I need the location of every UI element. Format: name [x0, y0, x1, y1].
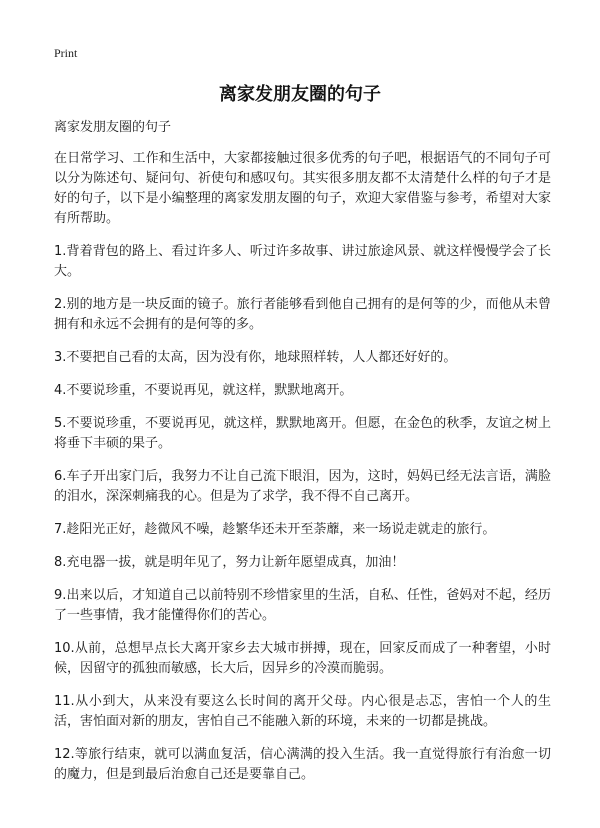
intro-paragraph: 在日常学习、工作和生活中，大家都接触过很多优秀的句子吧，根据语气的不同句子可以分为陈述句、疑问句、祈使句和感叹句。其实很多朋友都不太清楚什么样的句子才是好的句子，以下是小编整理的离家发朋友圈的句子，欢迎大家借鉴与参考，希望对大家有所帮助。 — [54, 151, 551, 226]
sentence-item: 10.从前，总想早点长大离开家乡去大城市拼搏，现在，回家反而成了一种奢望，小时候，因留守的孤独而敏感，长大后，因异乡的冷漠而脆弱。 — [54, 641, 551, 676]
sentence-item: 4.不要说珍重，不要说再见，就这样，默默地离开。 — [54, 383, 353, 398]
article-body — [54, 118, 551, 798]
sentence-item: 9.出来以后，才知道自己以前特别不珍惜家里的生活，自私、任性，爸妈对不起，经历了一些事情，我才能懂得你们的苦心。 — [54, 588, 551, 623]
sentence-item: 3.不要把自己看的太高，因为没有你，地球照样转，人人都还好好的。 — [54, 350, 457, 365]
sentence-item: 8.充电器一拔，就是明年见了，努力让新年愿望成真，加油！ — [54, 555, 405, 570]
sentence-item: 6.车子开出家门后，我努力不让自己流下眼泪，因为，这时，妈妈已经无法言语，满脸的泪水，深深刺痛我的心。但是为了求学，我不得不自己离开。 — [54, 469, 551, 504]
sentence-item: 12.等旅行结束，就可以满血复活，信心满满的投入生活。我一直觉得旅行有治愈一切的魔力，但是到最后治愈自己还是要靠自己。 — [54, 747, 551, 782]
print-link[interactable]: Print — [54, 46, 78, 60]
sentence-item: 5.不要说珍重，不要说再见，就这样，默默地离开。但愿，在金色的秋季，友谊之树上将垂下丰硕的果子。 — [54, 416, 551, 451]
page-title: 离家发朋友圈的句子 — [219, 84, 381, 105]
sentence-item: 11.从小到大，从来没有要这么长时间的离开父母。内心很是忐忑，害怕一个人的生活，害怕面对新的朋友，害怕自己不能融入新的环境，未来的一切都是挑战。 — [54, 694, 551, 729]
sentence-item: 7.趁阳光正好，趁微风不噪，趁繁华还未开至荼蘼，来一场说走就走的旅行。 — [54, 522, 496, 537]
article-subtitle: 离家发朋友圈的句子 — [54, 120, 172, 135]
sentence-item: 1.背着背包的路上、看过许多人、听过许多故事、讲过旅途风景、就这样慢慢学会了长大。 — [54, 244, 551, 279]
sentence-item: 2.别的地方是一块反面的镜子。旅行者能够看到他自己拥有的是何等的少，而他从未曾拥有和永远不会拥有的是何等的多。 — [54, 297, 551, 332]
